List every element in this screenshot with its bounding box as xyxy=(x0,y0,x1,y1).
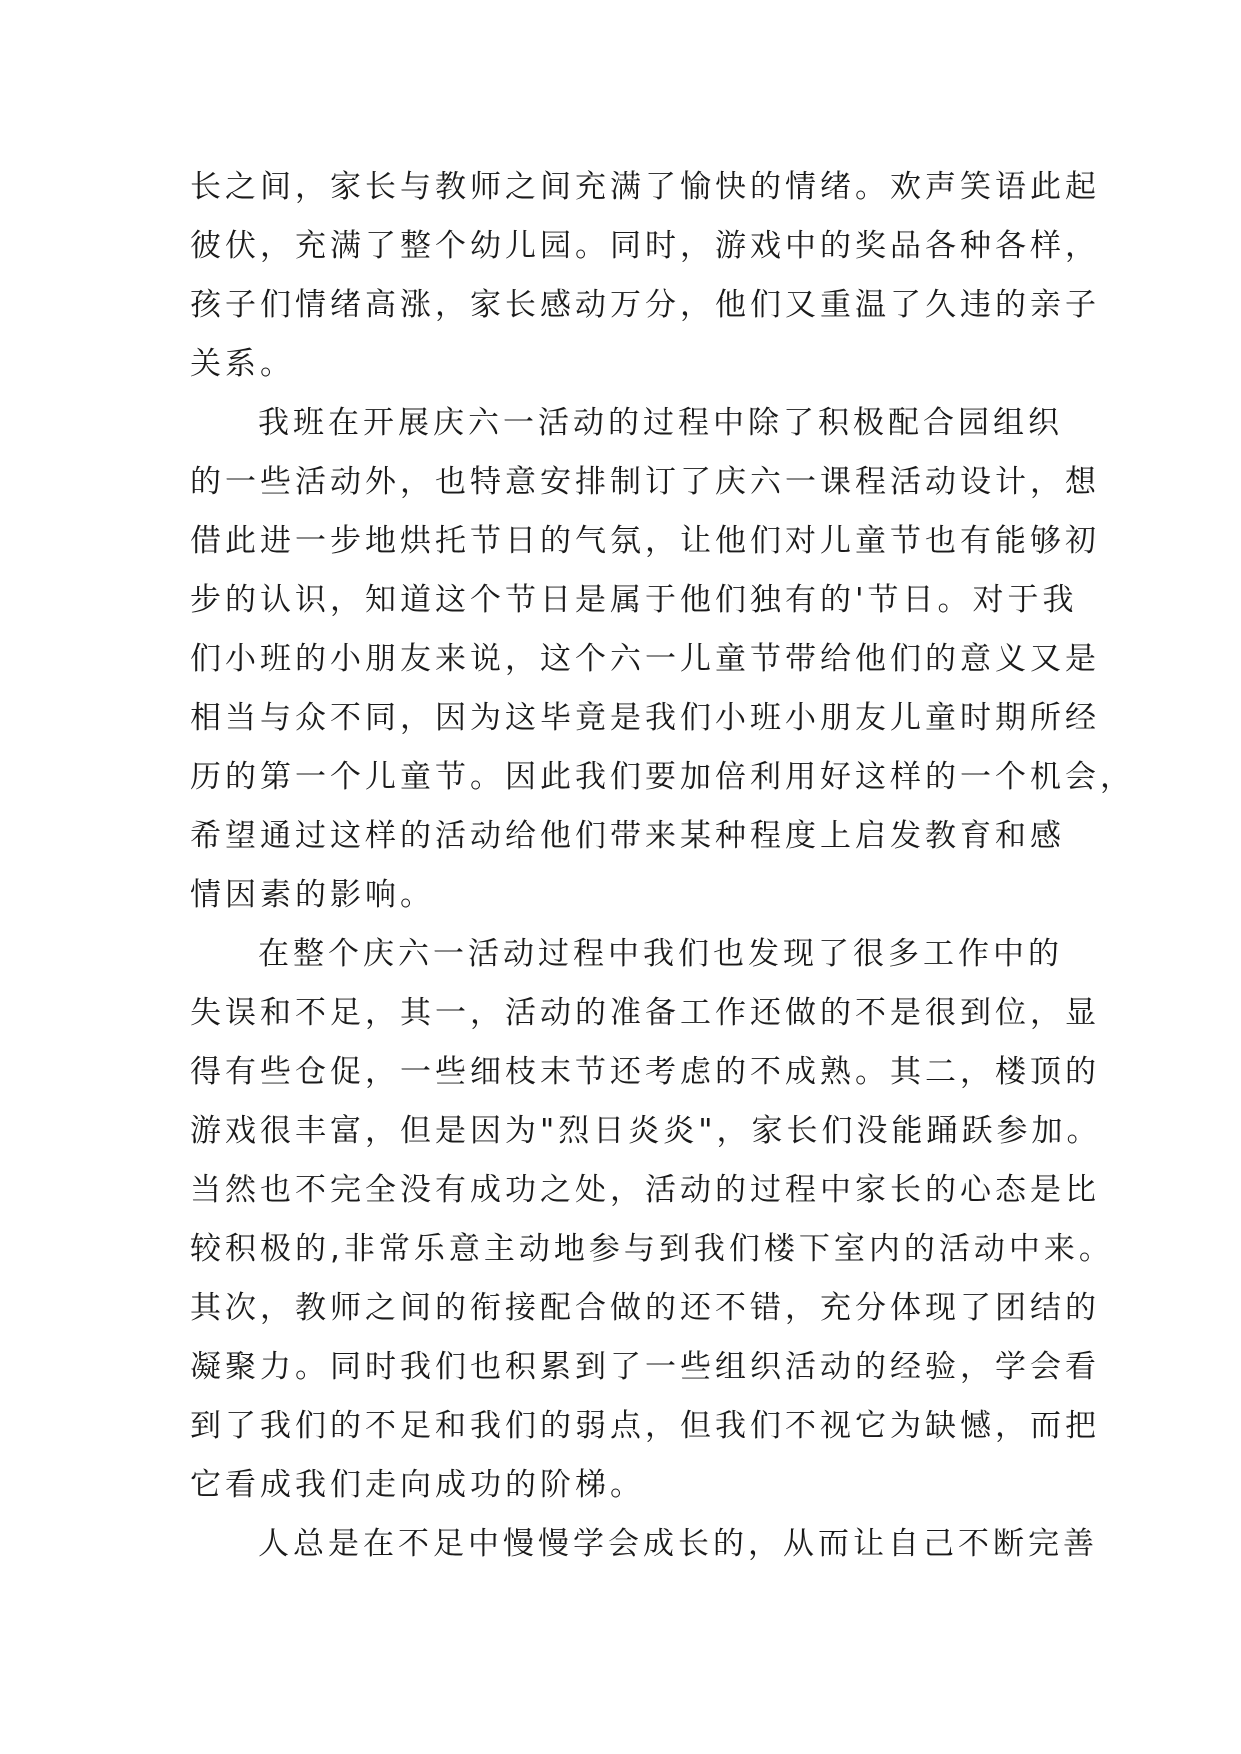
text-line: 关系。 xyxy=(190,346,295,382)
text-line: 长之间，家长与教师之间充满了愉快的情绪。欢声笑语此起 xyxy=(190,169,1100,205)
text-line: 借此进一步地烘托节日的气氛，让他们对儿童节也有能够初 xyxy=(190,523,1100,559)
paragraph xyxy=(190,394,1135,925)
text-line: 我班在开展庆六一活动的过程中除了积极配合园组织 xyxy=(258,405,1063,441)
paragraph xyxy=(190,158,1100,394)
text-line: 孩子们情绪高涨，家长感动万分，他们又重温了久违的亲子 xyxy=(190,287,1100,323)
text-line: 其次，教师之间的衔接配合做的还不错，充分体现了团结的 xyxy=(190,1290,1100,1326)
paragraph xyxy=(190,1515,1098,1574)
text-line: 到了我们的不足和我们的弱点，但我们不视它为缺憾，而把 xyxy=(190,1408,1100,1444)
text-line: 游戏很丰富，但是因为"烈日炎炎"，家长们没能踊跃参加。 xyxy=(190,1113,1102,1149)
text-line: 人总是在不足中慢慢学会成长的，从而让自己不断完善 xyxy=(258,1526,1098,1562)
text-line: 的一些活动外，也特意安排制订了庆六一课程活动设计，想 xyxy=(190,464,1100,500)
text-line: 在整个庆六一活动过程中我们也发现了很多工作中的 xyxy=(258,936,1063,972)
text-line: 情因素的影响。 xyxy=(190,877,435,913)
text-line: 步的认识，知道这个节日是属于他们独有的'节日。对于我 xyxy=(190,582,1078,618)
text-line: 相当与众不同，因为这毕竟是我们小班小朋友儿童时期所经 xyxy=(190,700,1100,736)
paragraph xyxy=(190,925,1114,1515)
text-line: 历的第一个儿童节。因此我们要加倍利用好这样的一个机会， xyxy=(190,759,1135,795)
text-line: 希望通过这样的活动给他们带来某种程度上启发教育和感 xyxy=(190,818,1065,854)
text-line: 们小班的小朋友来说，这个六一儿童节带给他们的意义又是 xyxy=(190,641,1100,677)
text-line: 得有些仓促，一些细枝末节还考虑的不成熟。其二，楼顶的 xyxy=(190,1054,1100,1090)
text-line: 凝聚力。同时我们也积累到了一些组织活动的经验，学会看 xyxy=(190,1349,1100,1385)
text-line: 彼伏，充满了整个幼儿园。同时，游戏中的奖品各种各样， xyxy=(190,228,1100,264)
body-text xyxy=(190,158,1135,1574)
text-line: 较积极的,非常乐意主动地参与到我们楼下室内的活动中来。 xyxy=(190,1231,1114,1267)
text-line: 它看成我们走向成功的阶梯。 xyxy=(190,1467,645,1503)
text-line: 当然也不完全没有成功之处，活动的过程中家长的心态是比 xyxy=(190,1172,1100,1208)
text-line: 失误和不足，其一，活动的准备工作还做的不是很到位，显 xyxy=(190,995,1100,1031)
